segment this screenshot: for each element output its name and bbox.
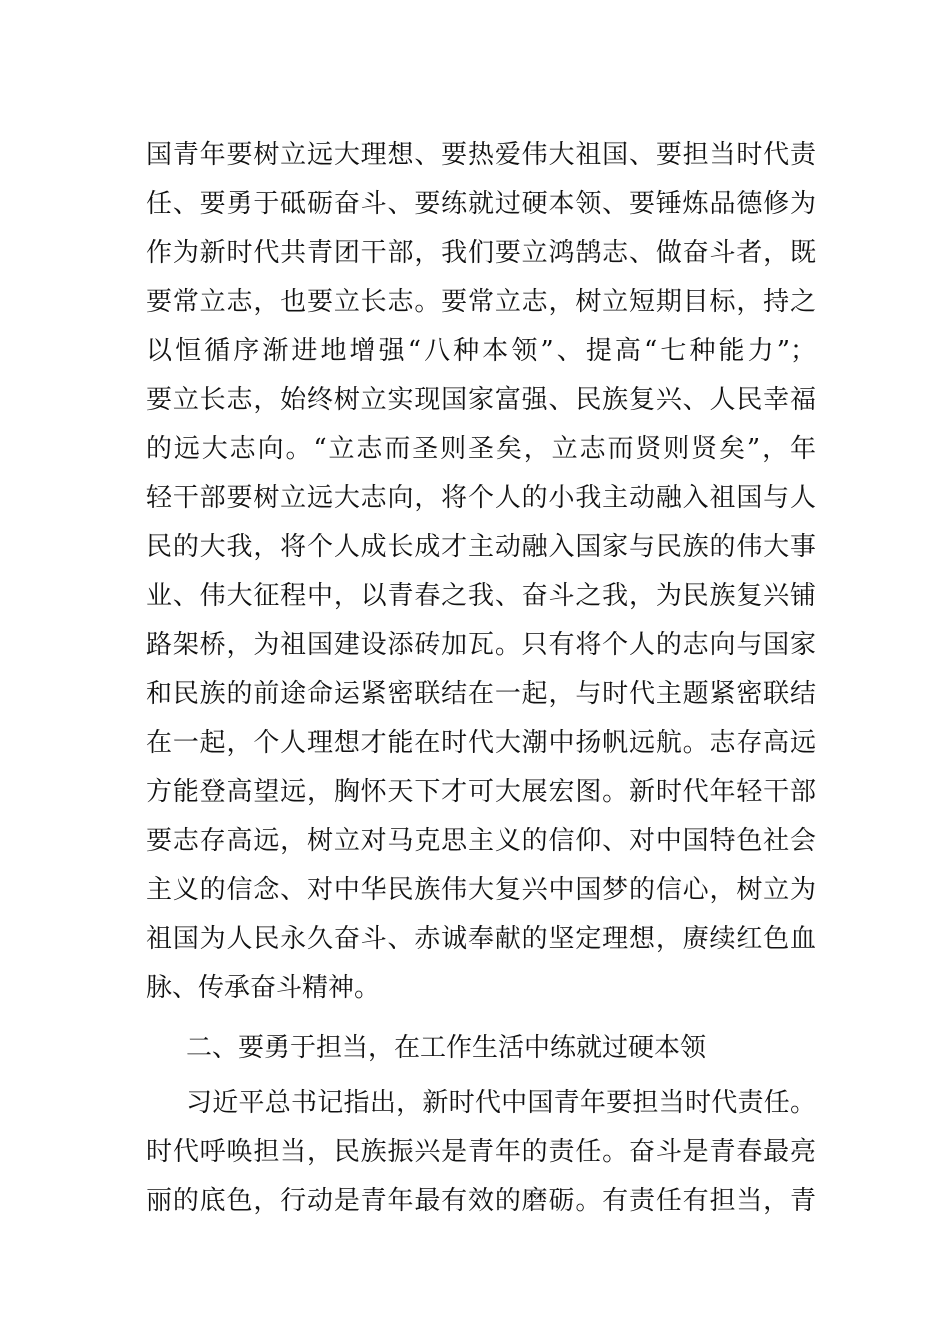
body-text-line: 方能登高望远，胸怀天下才可大展宏图。新时代年轻干部 (146, 777, 816, 807)
body-text-line: 时代呼唤担当，民族振兴是青年的责任。奋斗是青春最亮 (146, 1137, 816, 1167)
body-text-line: 要常立志，也要立长志。要常立志，树立短期目标，持之 (146, 287, 816, 317)
body-text-line: 任、要勇于砥砺奋斗、要练就过硬本领、要锤炼品德修为 (146, 189, 816, 219)
body-text-line: 民的大我，将个人成长成才主动融入国家与民族的伟大事 (146, 532, 816, 562)
body-text-line: 脉、传承奋斗精神。 (146, 973, 381, 1003)
body-text-line: 业、伟大征程中，以青春之我、奋斗之我，为民族复兴铺 (146, 581, 816, 611)
body-text-line: 主义的信念、对中华民族伟大复兴中国梦的信心，树立为 (146, 875, 816, 905)
section-heading: 二、要勇于担当，在工作生活中练就过硬本领 (186, 1033, 707, 1063)
body-text-line: 国青年要树立远大理想、要热爱伟大祖国、要担当时代责 (146, 140, 816, 170)
body-text-line: 路架桥，为祖国建设添砖加瓦。只有将个人的志向与国家 (146, 630, 816, 660)
body-text-line: 祖国为人民永久奋斗、赤诚奉献的坚定理想，赓续红色血 (146, 924, 816, 954)
body-text-line: 以恒循序渐进地增强“八种本领”、提高“七种能力”； (146, 336, 816, 366)
body-text-line: 和民族的前途命运紧密联结在一起，与时代主题紧密联结 (146, 679, 816, 709)
body-text-line: 的远大志向。“立志而圣则圣矣，立志而贤则贤矣”，年 (146, 434, 816, 464)
body-text-line: 要志存高远，树立对马克思主义的信仰、对中国特色社会 (146, 826, 816, 856)
body-text-line: 要立长志，始终树立实现国家富强、民族复兴、人民幸福 (146, 385, 816, 415)
body-text-line: 作为新时代共青团干部，我们要立鸿鹄志、做奋斗者，既 (146, 238, 816, 268)
body-text-line: 丽的底色，行动是青年最有效的磨砺。有责任有担当，青 (146, 1186, 816, 1216)
paragraph-first-line: 习近平总书记指出，新时代中国青年要担当时代责任。 (186, 1088, 816, 1118)
body-text-line: 轻干部要树立远大志向，将个人的小我主动融入祖国与人 (146, 483, 816, 513)
body-text-line: 在一起，个人理想才能在时代大潮中扬帆远航。志存高远 (146, 728, 816, 758)
